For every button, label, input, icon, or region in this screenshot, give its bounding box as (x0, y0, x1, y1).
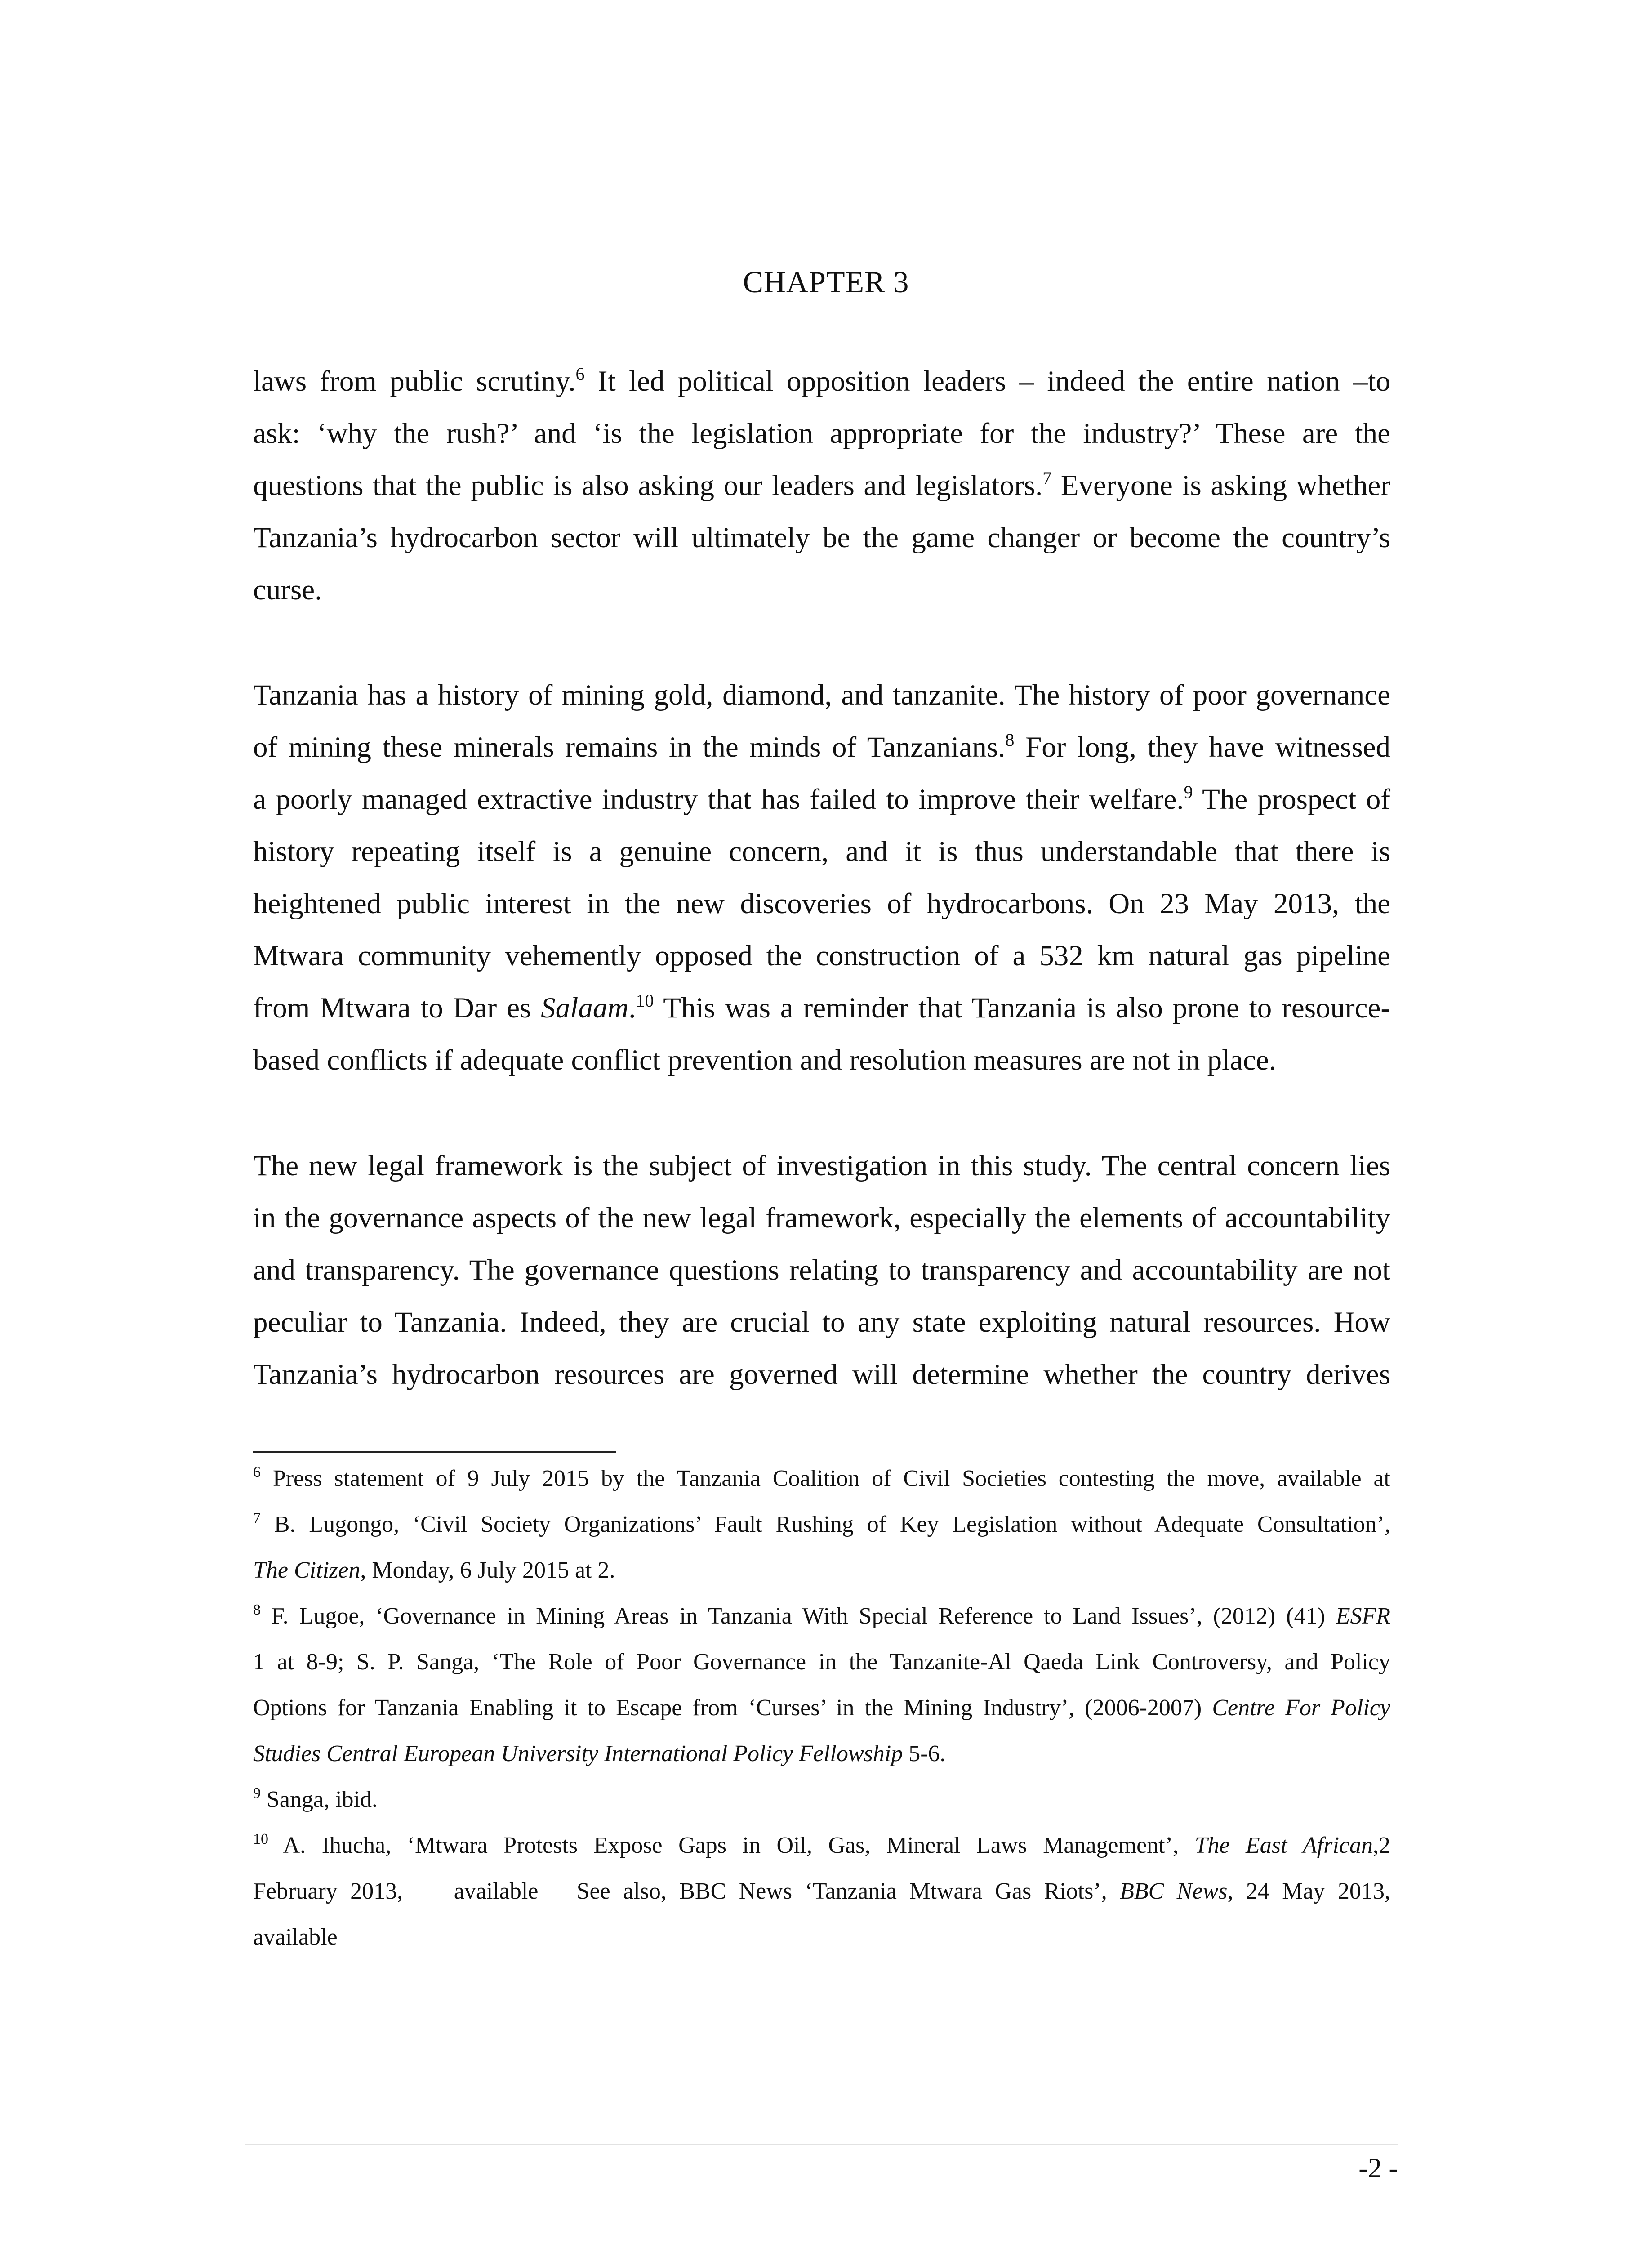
footnote-text: , Monday, 6 July 2015 at 2. (360, 1557, 615, 1583)
footnote-text: B. Lugongo, ‘Civil Society Organizations’ Fault Rushing of Key Legislation without Adequate Consultation’, (261, 1512, 1390, 1537)
italic-text: BBC News (1120, 1878, 1228, 1904)
italic-text: ESFR (1336, 1603, 1390, 1629)
footnote-text: F. Lugoe, ‘Governance in Mining Areas in Tanzania With Special Reference to Land Issues’, (2012) (41) (261, 1603, 1336, 1629)
footnote-ref-6[interactable]: 6 (575, 364, 585, 384)
italic-text: The East African (1194, 1833, 1373, 1858)
paragraph-2 (253, 669, 1390, 1086)
text-run: of mining these minerals remains in the minds of Tanzanians. (253, 731, 1006, 763)
text-run: This was a reminder that Tanzania is also prone to resource- (654, 992, 1390, 1024)
text-line: Tanzania’s hydrocarbon sector will ultimately be the game changer or become the country’s (253, 522, 1390, 554)
footnote-text: 5-6. (903, 1741, 946, 1766)
footnote-10 (253, 1823, 1390, 1869)
footnote-text: Options for Tanzania Enabling it to Escape from ‘Curses’ in the Mining Industry’, (2006-2007) (253, 1695, 1212, 1721)
footnote-number: 7 (253, 1510, 261, 1526)
footnote-8 (253, 1593, 1390, 1639)
italic-text: The Citizen (253, 1557, 361, 1583)
footnote-text: , 24 May 2013, (1227, 1878, 1390, 1904)
paragraph-3 (253, 1140, 1390, 1401)
italic-text: Centre For Policy (1212, 1695, 1390, 1721)
text-run: The prospect of (1193, 783, 1390, 816)
footnote-6 (253, 1456, 1390, 1502)
text-line (253, 773, 1390, 825)
paragraph-1 (253, 355, 1390, 616)
text-line: Tanzania has a history of mining gold, diamond, and tanzanite. The history of poor governance (253, 679, 1390, 711)
italic-text: Salaam (541, 992, 629, 1024)
text-line: The new legal framework is the subject of investigation in this study. The central concern lies (253, 1150, 1390, 1182)
footnote-7-cont (253, 1548, 1390, 1593)
footnote-text: Press statement of 9 July 2015 by the Tanzania Coalition of Civil Societies contesting the move, available at (261, 1466, 1390, 1491)
text-line (253, 355, 1390, 407)
text-line: in the governance aspects of the new legal framework, especially the elements of accountability (253, 1202, 1390, 1234)
text-line (253, 982, 1390, 1034)
footnote-text: Sanga, ibid. (261, 1787, 378, 1812)
chapter-heading: CHAPTER 3 (743, 265, 909, 299)
footnote-ref-9[interactable]: 9 (1184, 782, 1193, 802)
text-line: peculiar to Tanzania. Indeed, they are crucial to any state exploiting natural resources. How (253, 1306, 1390, 1338)
text-run: . (628, 992, 636, 1024)
text-line: curse. (253, 574, 322, 606)
text-line (253, 459, 1390, 512)
footnote-number: 6 (253, 1464, 261, 1481)
text-run: For long, they have witnessed (1014, 731, 1390, 763)
footnote-10-cont (253, 1869, 1390, 1914)
text-line: heightened public interest in the new discoveries of hydrocarbons. On 23 May 2013, the (253, 888, 1390, 920)
footnote-ref-10[interactable]: 10 (636, 990, 654, 1011)
text-line: ask: ‘why the rush?’ and ‘is the legislation appropriate for the industry?’ These are the (253, 417, 1390, 450)
text-line: Mtwara community vehemently opposed the construction of a 532 km natural gas pipeline (253, 940, 1390, 972)
page-number: -2 - (1358, 2153, 1398, 2184)
text-run: laws from public scrutiny. (253, 365, 576, 397)
text-line: Tanzania’s hydrocarbon resources are governed will determine whether the country derives (253, 1358, 1390, 1391)
footnote-separator (253, 1451, 616, 1453)
footnote-7 (253, 1502, 1390, 1548)
footnote-text: ,2 (1373, 1833, 1391, 1858)
text-line: history repeating itself is a genuine concern, and it is thus understandable that there is (253, 835, 1390, 868)
footnote-10-cont: available (253, 1924, 338, 1950)
text-run: Everyone is asking whether (1051, 469, 1390, 502)
text-line: and transparency. The governance questions relating to transparency and accountability are not (253, 1254, 1390, 1286)
footnote-text: A. Ihucha, ‘Mtwara Protests Expose Gaps in Oil, Gas, Mineral Laws Management’, (268, 1833, 1195, 1858)
footer-separator (245, 2144, 1398, 2145)
footnote-8-cont (253, 1685, 1390, 1731)
footnote-number: 9 (253, 1785, 261, 1802)
text-line: based conflicts if adequate conflict prevention and resolution measures are not in place. (253, 1044, 1276, 1076)
footnote-9 (253, 1777, 1390, 1823)
footnote-number: 10 (253, 1831, 268, 1847)
footnote-ref-7[interactable]: 7 (1042, 468, 1052, 488)
footnotes (253, 1456, 1390, 1960)
text-run: from Mtwara to Dar es (253, 992, 541, 1024)
footnote-8-cont: 1 at 8-9; S. P. Sanga, ‘The Role of Poor Governance in the Tanzanite-Al Qaeda Link Controversy, and Policy (253, 1649, 1390, 1675)
text-run: a poorly managed extractive industry that has failed to improve their welfare. (253, 783, 1184, 816)
footnote-8-cont (253, 1731, 1390, 1777)
text-run: It led political opposition leaders – indeed the entire nation –to (584, 365, 1391, 397)
text-line (253, 721, 1390, 773)
footnote-text: February 2013, available See also, BBC News ‘Tanzania Mtwara Gas Riots’, (253, 1878, 1120, 1904)
footnote-ref-8[interactable]: 8 (1005, 730, 1015, 750)
italic-text: Studies Central European University International Policy Fellowship (253, 1741, 903, 1766)
text-run: questions that the public is also asking our leaders and legislators. (253, 469, 1043, 502)
footnote-number: 8 (253, 1601, 261, 1618)
